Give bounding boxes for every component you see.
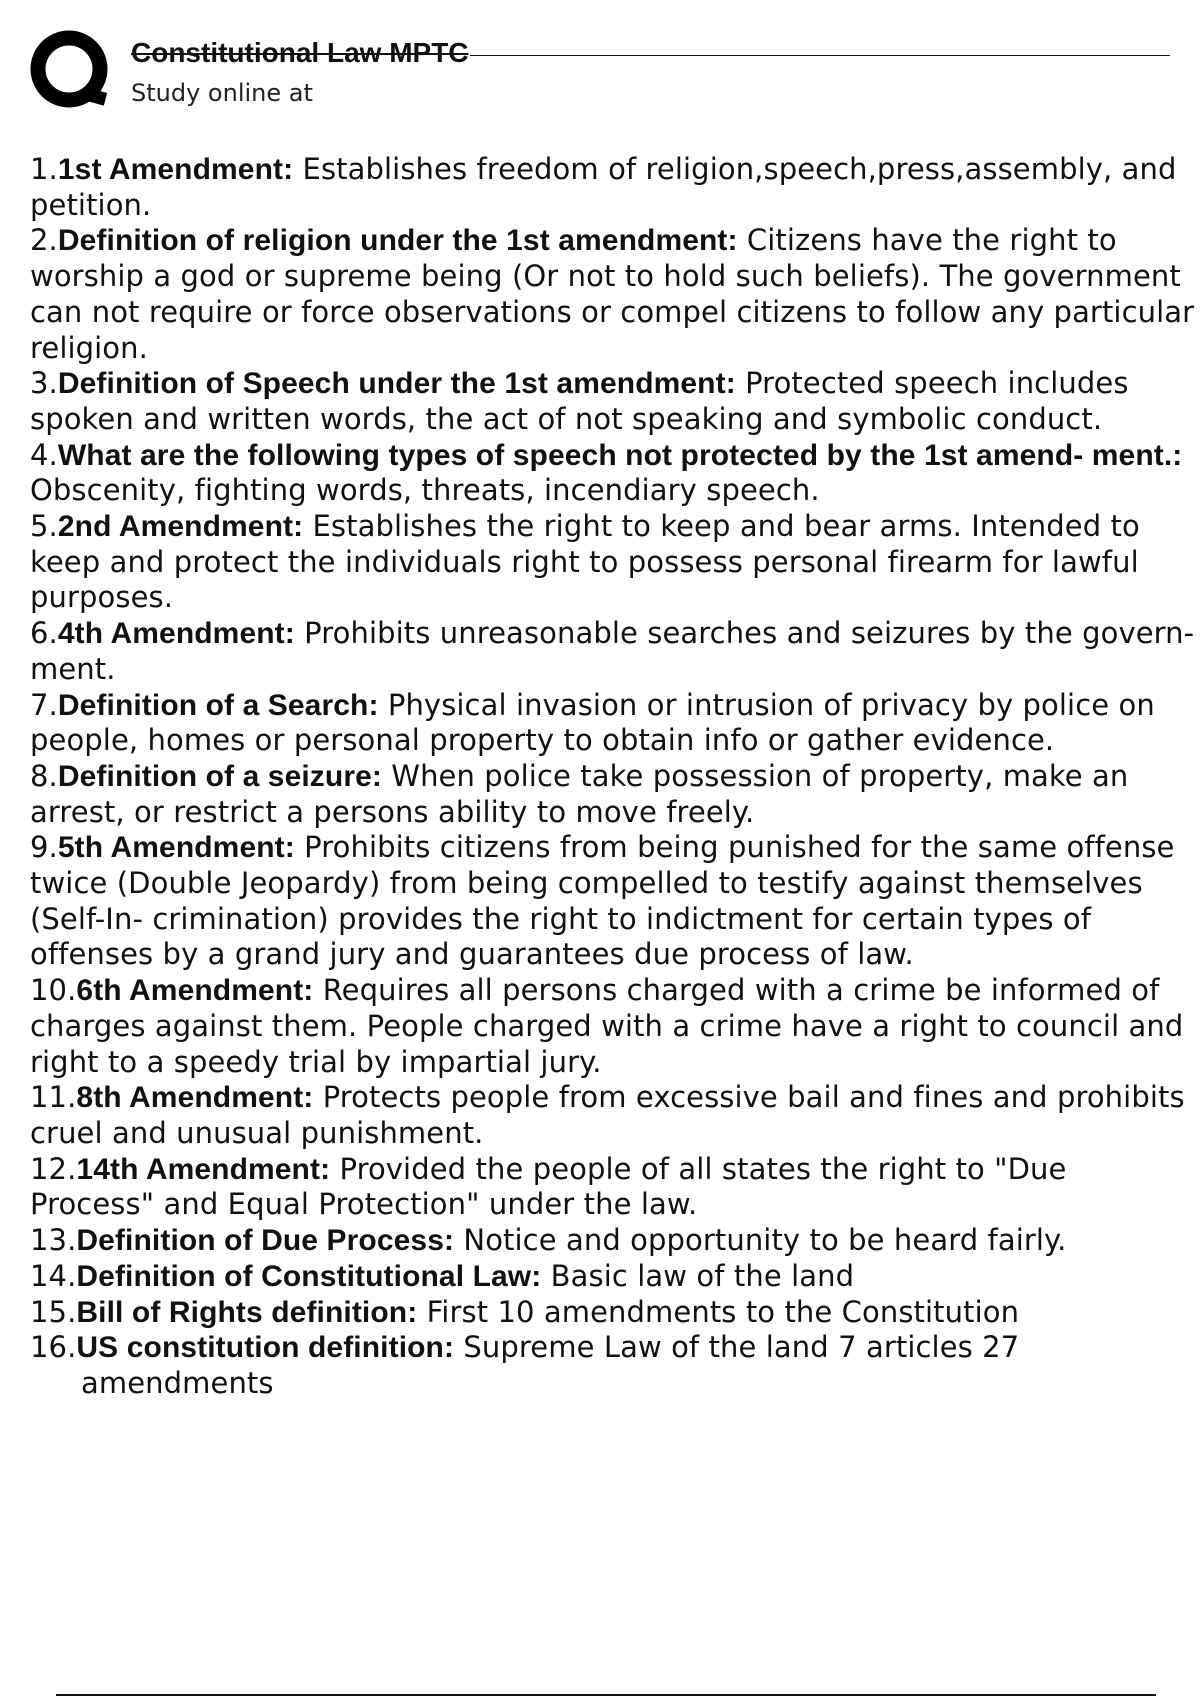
item-term: 4th Amendment: bbox=[57, 617, 295, 651]
item-term: 8th Amendment: bbox=[76, 1081, 314, 1115]
item-number: 3. bbox=[30, 366, 58, 401]
quizlet-logo-icon bbox=[30, 30, 112, 112]
title-rule bbox=[470, 55, 1170, 56]
item-term: Definition of a Search: bbox=[57, 688, 379, 722]
item-term: Definition of Constitutional Law: bbox=[76, 1259, 542, 1293]
item-term: 6th Amendment: bbox=[76, 974, 314, 1008]
item-term: 14th Amendment: bbox=[76, 1152, 331, 1186]
document-subtitle: Study online at bbox=[131, 79, 313, 107]
item-term: 2nd Amendment: bbox=[57, 510, 304, 544]
item-term: Definition of a seizure: bbox=[57, 759, 382, 793]
item-number: 9. bbox=[30, 830, 58, 865]
document-header bbox=[30, 30, 1140, 120]
item-definition: Prohibits unreasonable searches and seizures by the govern- ment. bbox=[30, 616, 1195, 686]
item-definition: Protected speech includes spoken and written words, the act of not speaking and symbolic conduct. bbox=[30, 366, 1129, 436]
item-number: 13. bbox=[30, 1223, 77, 1258]
item-number: 14. bbox=[30, 1258, 77, 1293]
list-item bbox=[30, 509, 1198, 616]
item-definition: Notice and opportunity to be heard fairly. bbox=[454, 1223, 1067, 1258]
item-definition: Basic law of the land bbox=[541, 1258, 855, 1293]
item-term: What are the following types of speech not protected by the 1st amend- ment.: bbox=[57, 438, 1183, 472]
list-item bbox=[30, 830, 1198, 973]
list-item bbox=[30, 1223, 1198, 1259]
item-term: 5th Amendment: bbox=[57, 831, 295, 865]
list-item bbox=[30, 616, 1198, 687]
item-definition: Supreme Law of the land 7 articles 27 amendments bbox=[81, 1330, 1020, 1400]
item-number: 6. bbox=[30, 616, 58, 651]
list-item bbox=[30, 1152, 1198, 1223]
list-item bbox=[30, 1080, 1198, 1151]
item-term: Definition of Due Process: bbox=[76, 1224, 455, 1258]
item-term: Bill of Rights definition: bbox=[76, 1295, 418, 1329]
list-item bbox=[30, 1330, 1198, 1401]
list-item bbox=[30, 223, 1198, 366]
item-number: 10. bbox=[30, 973, 77, 1008]
item-definition: Establishes freedom of religion,speech,press,assembly, and petition. bbox=[30, 152, 1177, 222]
item-number: 5. bbox=[30, 509, 58, 544]
list-item bbox=[30, 759, 1198, 830]
item-term: US constitution definition: bbox=[76, 1331, 455, 1365]
item-number: 12. bbox=[30, 1151, 77, 1186]
item-number: 15. bbox=[30, 1294, 77, 1329]
item-number: 1. bbox=[30, 152, 58, 186]
item-number: 4. bbox=[30, 437, 58, 472]
item-term: Definition of Speech under the 1st amendment: bbox=[57, 367, 736, 401]
item-definition: Establishes the right to keep and bear arms. Intended to keep and protect the individuals right to possess personal firearm for lawful purposes. bbox=[30, 509, 1140, 615]
list-item bbox=[30, 366, 1198, 437]
item-definition: Physical invasion or intrusion of privacy by police on people, homes or personal property to obtain info or gather evidence. bbox=[30, 687, 1155, 758]
item-definition: Requires all persons charged with a crime be informed of charges against them. People charged with a crime have a right to council and right to a speedy trial by impartial jury. bbox=[30, 973, 1184, 1079]
list-item bbox=[30, 1259, 1198, 1295]
item-term: Definition of religion under the 1st amendment: bbox=[57, 224, 738, 258]
item-definition: Provided the people of all states the right to "Due Process" and Equal Protection" under the law. bbox=[30, 1151, 1067, 1222]
item-number: 7. bbox=[30, 687, 58, 722]
flashcard-list bbox=[30, 152, 1198, 1402]
list-item bbox=[30, 688, 1198, 759]
item-number: 2. bbox=[30, 223, 58, 258]
item-number: 16. bbox=[30, 1330, 77, 1365]
list-item bbox=[30, 438, 1198, 509]
item-definition: When police take possession of property, make an arrest, or restrict a persons ability to move freely. bbox=[30, 758, 1129, 829]
item-definition: Protects people from excessive bail and fines and prohibits cruel and unusual punishment. bbox=[30, 1080, 1185, 1150]
item-term: 1st Amendment: bbox=[57, 153, 294, 186]
item-definition: First 10 amendments to the Constitution bbox=[417, 1294, 1020, 1329]
document-title: Constitutional Law MPTC bbox=[131, 37, 469, 68]
item-definition: Citizens have the right to worship a god or supreme being (Or not to hold such beliefs). The government can not require or force observations or compel citizens to follow any particular religion. bbox=[30, 223, 1195, 365]
item-number: 11. bbox=[30, 1080, 77, 1115]
list-item bbox=[30, 1295, 1198, 1331]
list-item bbox=[30, 973, 1198, 1080]
footer-rule bbox=[56, 1694, 1156, 1696]
item-number: 8. bbox=[30, 758, 58, 793]
item-definition: Obscenity, fighting words, threats, incendiary speech. bbox=[30, 473, 820, 508]
item-definition: Prohibits citizens from being punished for the same offense twice (Double Jeopardy) from being compelled to testify against themselves (Self-In- crimination) provides the right to indictment for certain types of offenses by a grand jury and guarantees due process of law. bbox=[30, 830, 1175, 972]
list-item bbox=[30, 152, 1198, 223]
